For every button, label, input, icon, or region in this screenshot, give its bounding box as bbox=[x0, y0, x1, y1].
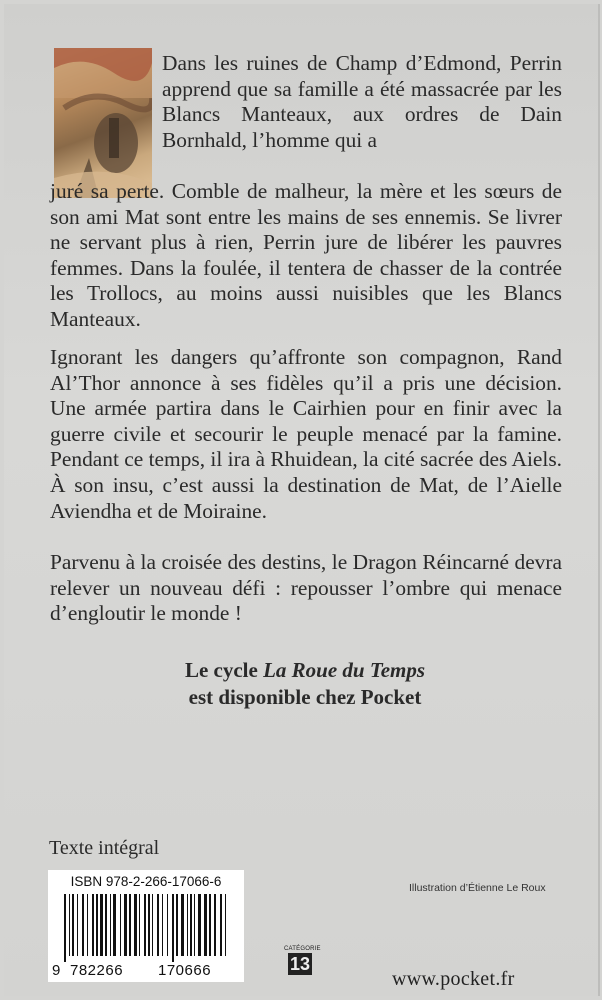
ean-right-group: 170666 bbox=[158, 962, 212, 979]
barcode-bar bbox=[214, 894, 216, 956]
barcode-bar bbox=[134, 894, 137, 956]
barcode-bar bbox=[162, 894, 163, 956]
illustration-credit: Illustration d’Étienne Le Roux bbox=[409, 882, 546, 894]
barcode-bar bbox=[148, 894, 150, 956]
barcode-bar bbox=[120, 894, 121, 956]
barcode-bar bbox=[187, 894, 188, 956]
cover-illustration-thumbnail bbox=[54, 48, 152, 198]
barcode-bar bbox=[69, 894, 70, 956]
category-badge bbox=[284, 946, 321, 975]
barcode-bar bbox=[198, 894, 201, 956]
barcode-bar bbox=[87, 894, 88, 956]
series-promo-line-1 bbox=[64, 657, 546, 683]
barcode-bar bbox=[194, 894, 195, 956]
barcode-bar bbox=[157, 894, 159, 956]
barcode-bar bbox=[144, 894, 146, 956]
barcode-bar bbox=[110, 894, 111, 956]
barcode-bar bbox=[225, 894, 226, 956]
barcode-bar bbox=[77, 894, 78, 956]
blurb-paragraph-1-bottom: juré sa perte. Comble de malheur, la mère et les sœurs de son ami Mat sont entre les mains de ses ennemis. Se livrer ne servant plus à rien, Perrin jure de libérer les pauvres femmes. Dans la foulée, il tentera de chasser de la contrée les Trollocs, au moins aussi nuisibles que les Blancs Manteaux. bbox=[50, 179, 562, 331]
blurb-paragraph-1-top: Dans les ruines de Champ d’Edmond, Perrin apprend que sa famille a été massacrée par les Blancs Manteaux, aux ordres de Dain Bornhald, l’homme qui a bbox=[162, 51, 562, 152]
ean-first-digit: 9 bbox=[52, 962, 61, 979]
blurb-paragraph-2: Ignorant les dangers qu’affronte son compagnon, Rand Al’Thor annonce à ses fidèles qu’il a pris une décision. Une armée partira dans le Cairhien pour en finir avec la guerre civile et secourir le peuple menacé par la famine. Pendant ce temps, il ira à Rhuidean, la cité sacrée des Aiels. bbox=[50, 345, 563, 472]
category-label: CATÉGORIE bbox=[284, 946, 321, 952]
barcode-bar bbox=[64, 894, 66, 962]
back-cover bbox=[4, 4, 600, 996]
edition-note: Texte intégral bbox=[49, 837, 160, 859]
publisher-website: www.pocket.fr bbox=[392, 968, 515, 990]
barcode-bar bbox=[129, 894, 131, 956]
barcode-bar bbox=[113, 894, 116, 956]
barcode-bar bbox=[176, 894, 178, 956]
barcode-bar bbox=[105, 894, 107, 956]
barcode-bar bbox=[204, 894, 207, 956]
promo-prefix: Le cycle bbox=[184, 658, 258, 682]
barcode-bar bbox=[152, 894, 153, 956]
ean-left-group: 782266 bbox=[70, 962, 124, 979]
barcode-panel bbox=[48, 870, 244, 982]
barcode-bar bbox=[167, 894, 168, 956]
barcode-bar bbox=[124, 894, 127, 956]
barcode-bar bbox=[209, 894, 211, 956]
barcode-bar bbox=[139, 894, 140, 956]
barcode-bar bbox=[92, 894, 94, 956]
category-number: 13 bbox=[289, 954, 311, 974]
series-title: La Roue du Temps bbox=[263, 658, 426, 682]
barcode-bar bbox=[220, 894, 222, 956]
blurb-paragraph-4: Parvenu à la croisée des destins, le Dragon Réincarné devra relever un nouveau défi : repousser l’ombre qui menace d’engloutir le monde ! bbox=[50, 550, 562, 626]
barcode-bars bbox=[62, 894, 230, 962]
series-promo-line-2: est disponible chez Pocket bbox=[188, 685, 422, 709]
blurb-paragraph-3: À son insu, c’est aussi la destination de Mat, de l’Aielle Aviendha et de Moiraine. bbox=[50, 473, 562, 523]
barcode-bar bbox=[190, 894, 192, 956]
barcode-bar bbox=[172, 894, 174, 962]
barcode-bar bbox=[82, 894, 84, 956]
barcode-bar bbox=[181, 894, 184, 956]
barcode-bar bbox=[96, 894, 98, 956]
barcode-bar bbox=[72, 894, 74, 956]
barcode-bar bbox=[100, 894, 103, 956]
isbn-text: ISBN 978-2-266-17066-6 bbox=[70, 874, 222, 889]
